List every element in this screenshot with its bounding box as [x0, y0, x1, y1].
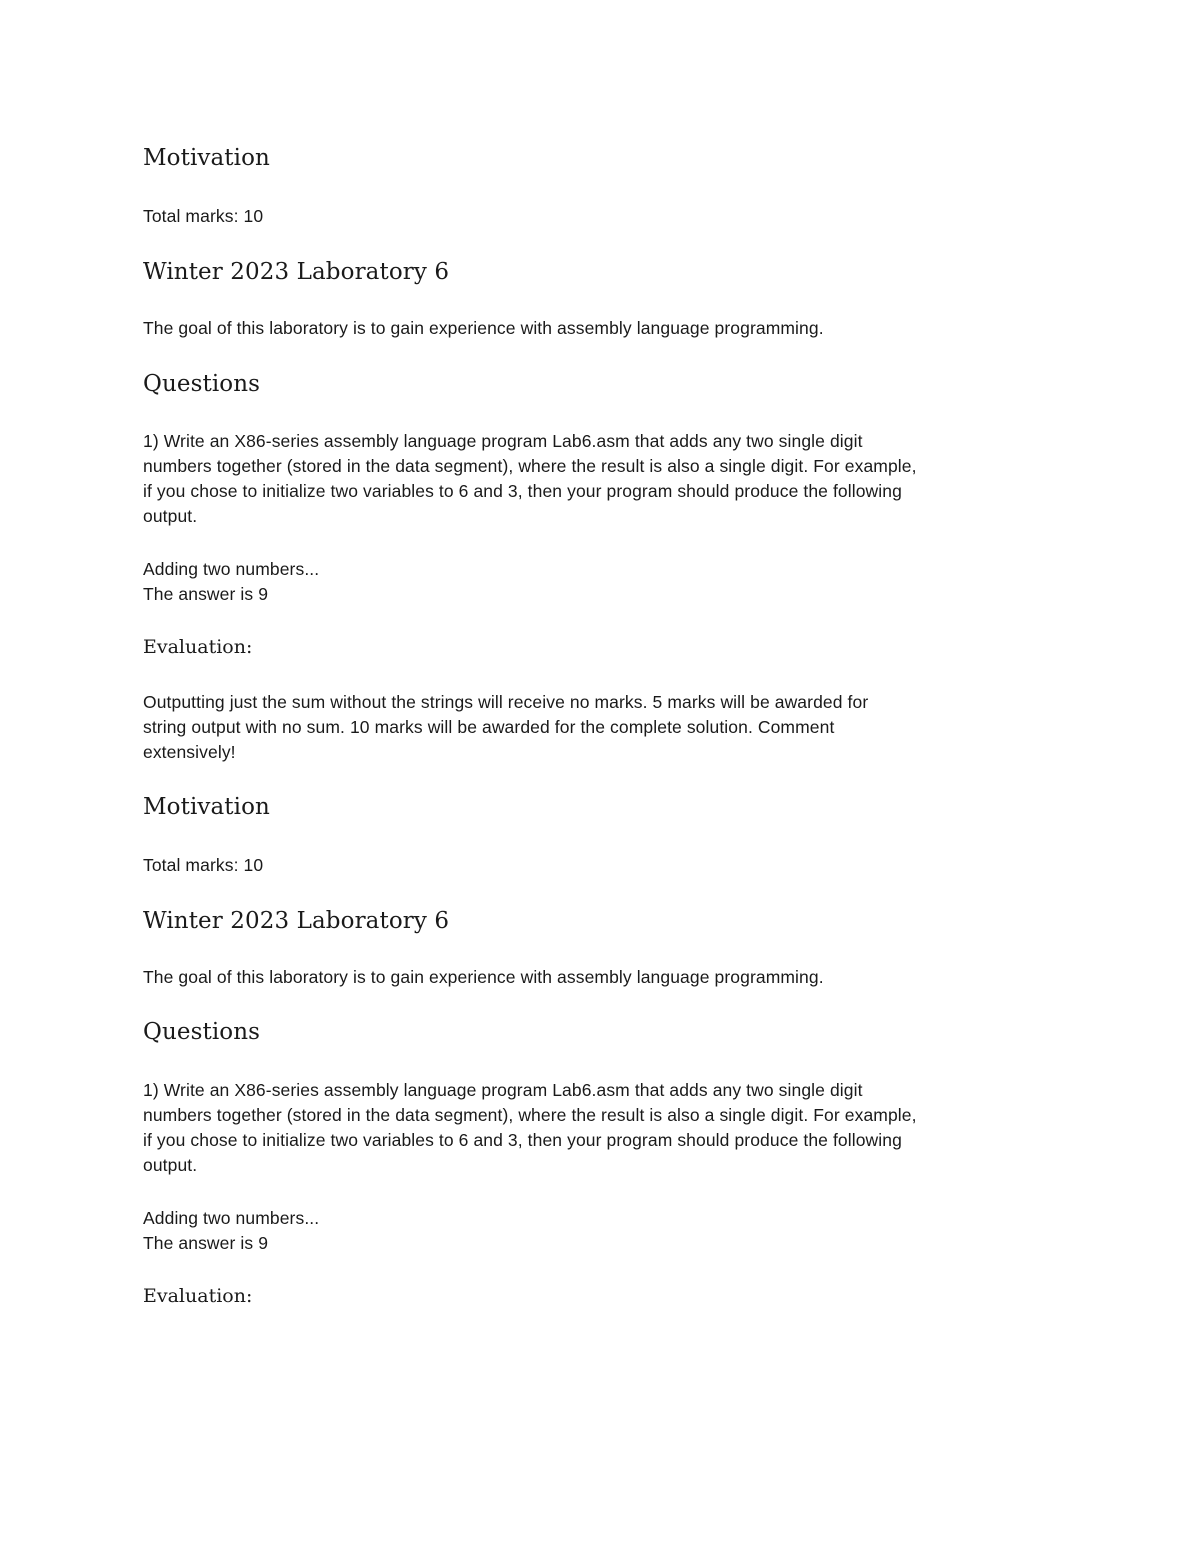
question-line: if you chose to initialize two variables to 6 and 3, then your program should produce the following — [143, 1130, 902, 1150]
question-line: numbers together (stored in the data segment), where the result is also a single digit. For example, — [143, 1105, 917, 1125]
motivation-heading: Motivation — [143, 145, 270, 171]
question-paragraph — [143, 1078, 917, 1178]
sample-output — [143, 557, 319, 607]
question-line: 1) Write an X86-series assembly language program Lab6.asm that adds any two single digit — [143, 1080, 863, 1100]
sample-output — [143, 1206, 319, 1256]
motivation-heading: Motivation — [143, 794, 270, 820]
question-paragraph — [143, 429, 917, 529]
question-line: output. — [143, 1155, 198, 1175]
output-line: Adding two numbers... — [143, 1208, 320, 1228]
evaluation-heading: Evaluation: — [143, 1285, 253, 1307]
question-line: output. — [143, 506, 198, 526]
lab-title: Winter 2023 Laboratory 6 — [143, 908, 450, 934]
evaluation-line: Outputting just the sum without the strings will receive no marks. 5 marks will be awarded for — [143, 692, 869, 712]
questions-heading: Questions — [143, 1019, 261, 1045]
goal-text: The goal of this laboratory is to gain experience with assembly language programming. — [143, 967, 824, 987]
question-line: numbers together (stored in the data segment), where the result is also a single digit. For example, — [143, 456, 917, 476]
output-line: The answer is 9 — [143, 1233, 269, 1253]
total-marks: Total marks: 10 — [143, 206, 264, 226]
question-line: if you chose to initialize two variables to 6 and 3, then your program should produce the following — [143, 481, 902, 501]
output-line: The answer is 9 — [143, 584, 269, 604]
question-line: 1) Write an X86-series assembly language program Lab6.asm that adds any two single digit — [143, 431, 863, 451]
goal-text: The goal of this laboratory is to gain experience with assembly language programming. — [143, 318, 824, 338]
lab-title: Winter 2023 Laboratory 6 — [143, 259, 450, 285]
evaluation-line: extensively! — [143, 742, 236, 762]
evaluation-line: string output with no sum. 10 marks will be awarded for the complete solution. Comment — [143, 717, 835, 737]
evaluation-paragraph — [143, 690, 868, 765]
total-marks: Total marks: 10 — [143, 855, 264, 875]
questions-heading: Questions — [143, 371, 261, 397]
output-line: Adding two numbers... — [143, 559, 320, 579]
evaluation-heading: Evaluation: — [143, 636, 253, 658]
